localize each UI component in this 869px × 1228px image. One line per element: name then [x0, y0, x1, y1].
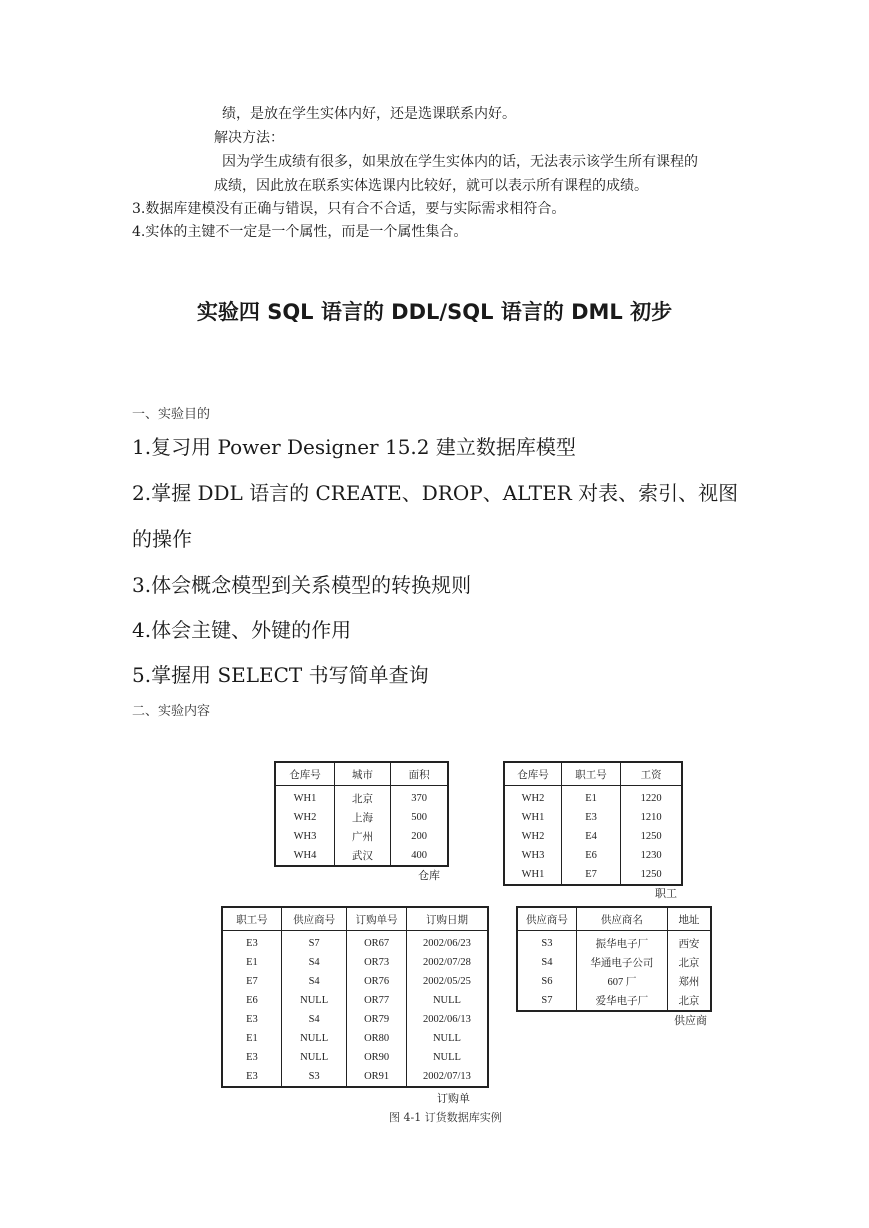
table-cell: WH2 [504, 786, 561, 809]
goal-item-5: 5.掌握用 SELECT 书写简单查询 [132, 663, 429, 687]
table-cell: 1220 [640, 793, 662, 804]
table-cell: WH1 [275, 786, 334, 809]
goal-item-3: 3.体会概念模型到关系模型的转换规则 [132, 573, 472, 597]
table-cell: E4 [561, 827, 620, 846]
table-cell: E1 [561, 786, 620, 809]
table-cell: S6 [517, 972, 576, 991]
table-cell: 2002/07/13 [423, 1071, 471, 1082]
table-row [275, 786, 448, 809]
table-cell: E3 [222, 931, 281, 954]
table-row [517, 991, 711, 1011]
table-cell: E3 [222, 1067, 281, 1087]
table-cell: 500 [411, 812, 427, 823]
table-cell: NULL [281, 1029, 347, 1048]
goal-item-4: 4.体会主键、外键的作用 [132, 618, 352, 642]
table-cell: 607 厂 [576, 972, 667, 991]
table-cell: WH1 [504, 808, 561, 827]
table-row [222, 1067, 488, 1087]
table-row [517, 953, 711, 972]
table-cell: E7 [222, 972, 281, 991]
figure-caption: 图 4-1 订货数据库实例 [389, 1111, 502, 1124]
table-cell: E1 [222, 953, 281, 972]
table-row [275, 808, 448, 827]
warehouse-table [274, 761, 449, 867]
table-cell: NULL [281, 1048, 347, 1067]
table-cell: S4 [281, 1010, 347, 1029]
table-row [222, 931, 488, 954]
table-cell: S7 [281, 931, 347, 954]
table-cell: 2002/07/28 [423, 957, 471, 968]
table-row [222, 991, 488, 1010]
table-header: 职工号 [561, 762, 620, 786]
table-header: 供应商号 [517, 907, 576, 931]
table-cell: E3 [222, 1048, 281, 1067]
orders-caption: 订购单 [437, 1092, 470, 1105]
table-cell: S4 [517, 953, 576, 972]
table-cell: NULL [432, 1033, 461, 1044]
table-cell: OR91 [347, 1067, 407, 1087]
table-row [222, 972, 488, 991]
table-cell: 西安 [678, 939, 700, 950]
text-line-5: 3.数据库建模没有正确与错误，只有合不合适，要与实际需求相符合。 [132, 201, 566, 217]
table-cell: 2002/05/25 [423, 976, 471, 987]
table-cell: OR90 [347, 1048, 407, 1067]
section-heading-content: 二、实验内容 [132, 704, 211, 719]
table-cell: OR79 [347, 1010, 407, 1029]
table-header: 订购日期 [406, 907, 488, 931]
table-header: 供应商号 [281, 907, 347, 931]
table-cell: OR77 [347, 991, 407, 1010]
table-cell: E7 [561, 865, 620, 885]
table-row [222, 1048, 488, 1067]
supplier-table [516, 906, 712, 1012]
table-cell: 2002/06/23 [423, 938, 471, 949]
table-cell: 华通电子公司 [576, 953, 667, 972]
table-row [517, 931, 711, 954]
table-cell: OR67 [347, 931, 407, 954]
goal-item-2: 2.掌握 DDL 语言的 CREATE、DROP、ALTER 对表、索引、视图 [132, 481, 739, 505]
table-row [222, 953, 488, 972]
table-cell: WH2 [504, 827, 561, 846]
table-cell: 北京 [678, 958, 700, 969]
table-cell: 爱华电子厂 [576, 991, 667, 1011]
table-cell: 200 [411, 831, 427, 842]
table-cell: OR80 [347, 1029, 407, 1048]
table-row [504, 786, 682, 809]
table-cell: 370 [411, 793, 427, 804]
table-cell: WH1 [504, 865, 561, 885]
table-header: 面积 [391, 762, 448, 786]
table-cell: 北京 [678, 996, 700, 1007]
table-row [504, 865, 682, 885]
orders-table [221, 906, 489, 1088]
table-cell: OR73 [347, 953, 407, 972]
table-cell: NULL [432, 1052, 461, 1063]
text-line-1: 绩，是放在学生实体内好，还是选课联系内好。 [222, 106, 516, 122]
text-line-2: 解决方法： [214, 130, 284, 146]
warehouse-caption: 仓库 [418, 869, 440, 882]
table-cell: WH2 [275, 808, 334, 827]
table-row [504, 846, 682, 865]
table-cell: WH4 [275, 846, 334, 866]
table-row [275, 846, 448, 866]
table-row [222, 1010, 488, 1029]
table-cell: 1210 [640, 812, 662, 823]
table-cell: 郑州 [678, 977, 700, 988]
table-header: 供应商名 [576, 907, 667, 931]
table-cell: WH3 [275, 827, 334, 846]
table-header: 仓库号 [504, 762, 561, 786]
table-cell: NULL [432, 995, 461, 1006]
table-cell: NULL [281, 991, 347, 1010]
table-cell: E3 [561, 808, 620, 827]
table-cell: S7 [517, 991, 576, 1011]
table-cell: S3 [281, 1067, 347, 1087]
text-line-4: 成绩，因此放在联系实体选课内比较好，就可以表示所有课程的成绩。 [214, 178, 648, 194]
page-title: 实验四 SQL 语言的 DDL/SQL 语言的 DML 初步 [196, 300, 673, 324]
table-cell: 振华电子厂 [576, 931, 667, 954]
table-cell: 上海 [334, 808, 390, 827]
table-row [222, 1029, 488, 1048]
table-header: 职工号 [222, 907, 281, 931]
table-cell: E6 [561, 846, 620, 865]
table-cell: 广州 [334, 827, 390, 846]
table-cell: E1 [222, 1029, 281, 1048]
table-cell: 北京 [334, 786, 390, 809]
table-cell: 1250 [640, 831, 662, 842]
goal-item-2-cont: 的操作 [132, 527, 192, 551]
table-cell: 400 [411, 850, 427, 861]
table-row [275, 827, 448, 846]
table-cell: 2002/06/13 [423, 1014, 471, 1025]
table-cell: 1230 [640, 850, 662, 861]
staff-caption: 职工 [655, 887, 677, 900]
table-header: 地址 [667, 907, 711, 931]
table-cell: 武汉 [334, 846, 390, 866]
supplier-caption: 供应商 [674, 1014, 707, 1027]
table-cell: S4 [281, 953, 347, 972]
table-row [504, 808, 682, 827]
goal-item-1: 1.复习用 Power Designer 15.2 建立数据库模型 [132, 435, 576, 459]
section-heading-objectives: 一、实验目的 [132, 407, 211, 422]
table-header: 仓库号 [275, 762, 334, 786]
table-header: 城市 [334, 762, 390, 786]
table-cell: E3 [222, 1010, 281, 1029]
text-line-3: 因为学生成绩有很多，如果放在学生实体内的话，无法表示该学生所有课程的 [222, 154, 698, 170]
table-cell: WH3 [504, 846, 561, 865]
text-line-6: 4.实体的主键不一定是一个属性，而是一个属性集合。 [132, 224, 468, 240]
table-header: 工资 [621, 762, 682, 786]
table-row [517, 972, 711, 991]
table-cell: 1250 [640, 869, 662, 880]
table-header: 订购单号 [347, 907, 407, 931]
table-cell: E6 [222, 991, 281, 1010]
table-cell: S4 [281, 972, 347, 991]
table-cell: S3 [517, 931, 576, 954]
table-cell: OR76 [347, 972, 407, 991]
staff-table [503, 761, 683, 886]
table-row [504, 827, 682, 846]
